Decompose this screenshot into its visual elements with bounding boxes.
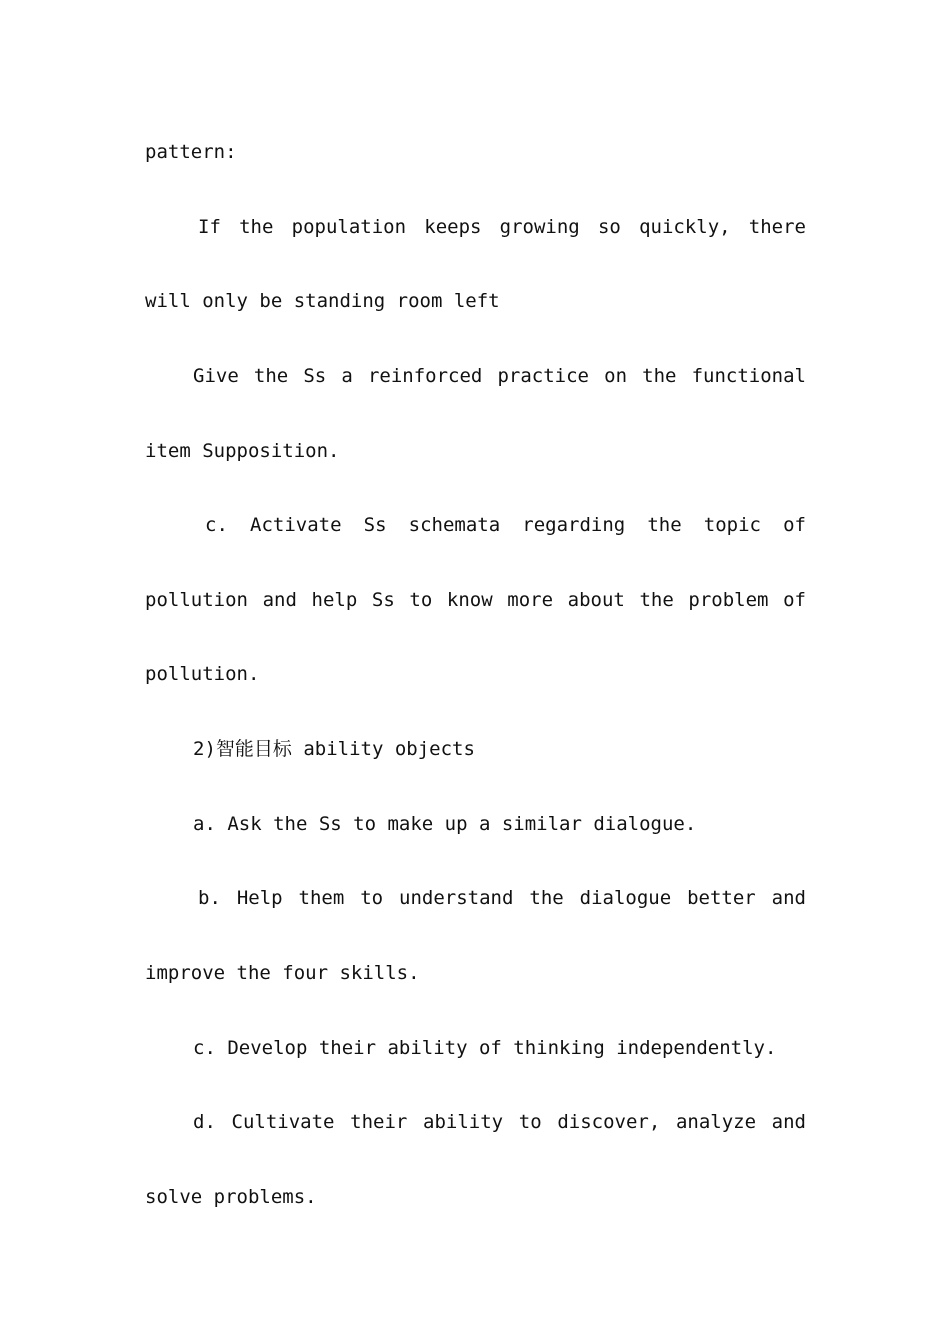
text-line: b. Help them to understand the dialogue better and xyxy=(198,887,806,909)
section-heading: 2)智能目标 ability objects xyxy=(193,738,475,760)
text-line: d. Cultivate their ability to discover, analyze and xyxy=(193,1111,806,1133)
text-line: solve problems. xyxy=(145,1186,317,1208)
text-line: pollution. xyxy=(145,663,260,685)
text-line: pattern: xyxy=(145,141,237,163)
text-line: c. Activate Ss schemata regarding the topic of xyxy=(205,514,806,536)
text-line: If the population keeps growing so quickly, there xyxy=(198,216,806,238)
text-line: c. Develop their ability of thinking independently. xyxy=(193,1037,777,1059)
text-line: improve the four skills. xyxy=(145,962,420,984)
text-line: Give the Ss a reinforced practice on the functional xyxy=(193,365,806,387)
text-line: a. Ask the Ss to make up a similar dialogue. xyxy=(193,813,697,835)
text-line: item Supposition. xyxy=(145,440,340,462)
text-line: will only be standing room left xyxy=(145,290,500,312)
text-line: pollution and help Ss to know more about the problem of xyxy=(145,589,806,611)
